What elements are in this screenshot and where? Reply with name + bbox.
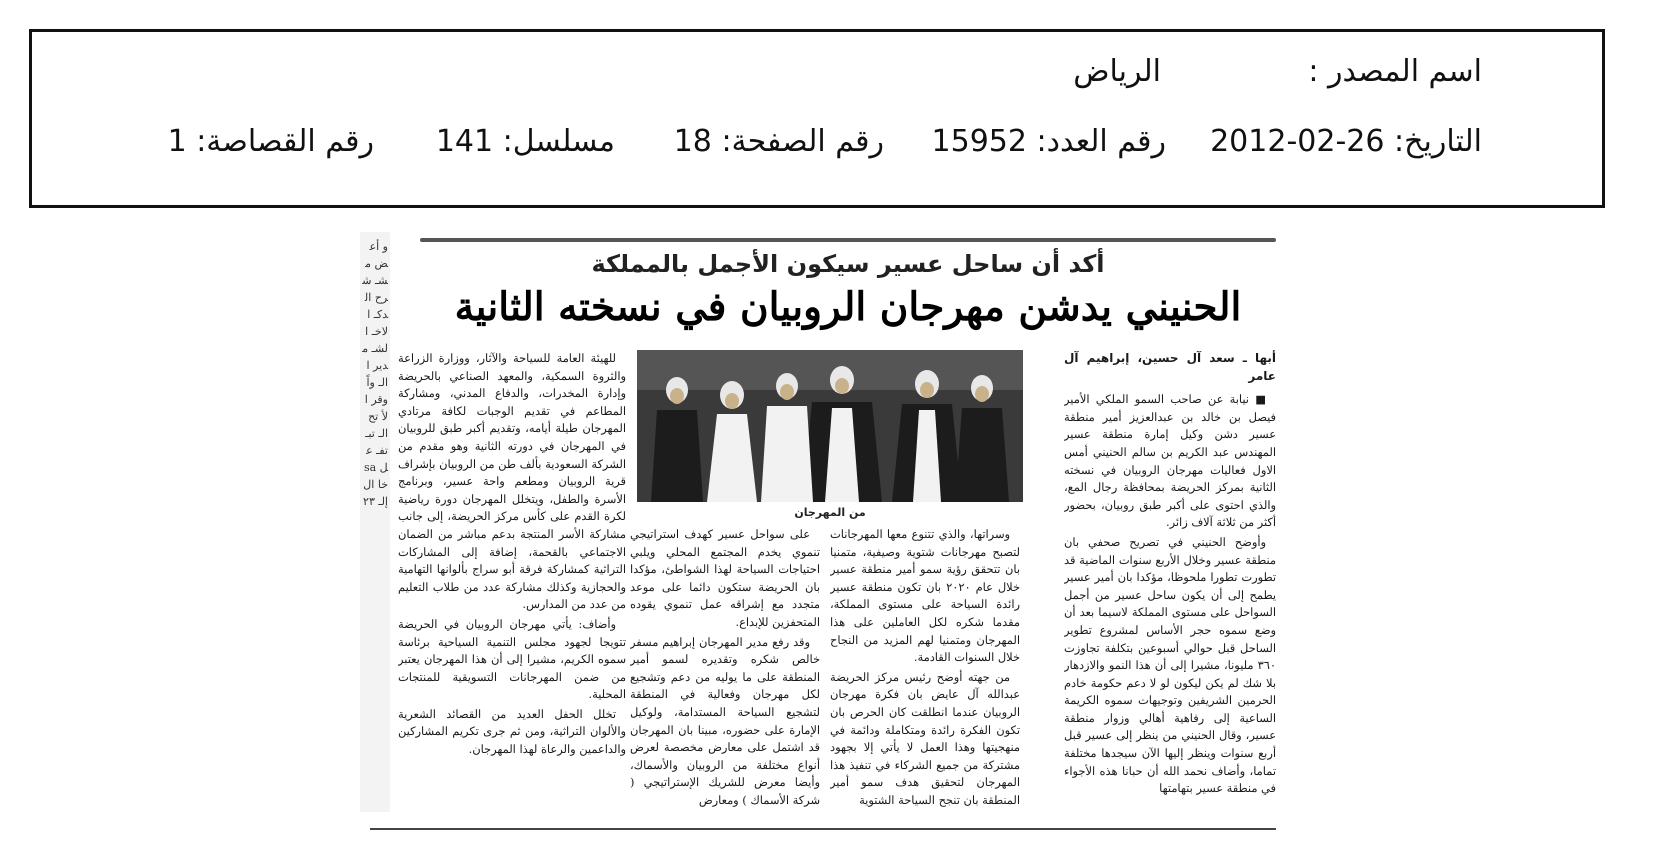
paragraph: للهيئة العامة للسياحة والآثار، ووزارة الزراعة والثروة السمكية، والمعهد الصناعي بالحريضة وإدارة المخدرات، والدفاع المدني، ومشاركة المطاعم في تقديم الوجبات لكافة مرتادي المهرجان طيلة أيامه، وتقديم أكبر طبق للروبيان في المهرجان في دورته الثانية وهو مقدم من الشركة السعودية بألف طن من الروبيان بإشراف قرية الروبيان ومطعم واحة عسير، وبرنامج الأسرة والطفل، ويتخلل المهرجان دورة رياضية لكرة القدم على كأس مركز الحريضة، إلى جانب مشاركة الأسر المنتجة بدعم مباشر من الضمان الاجتماعي بالقحمة، إضافة إلى المشاركات التراثية كمشاركة فرقة أبو سراج بألوانها التهامية والحجازية وكذلك مشاركة عدد من طلاب التعليم من عدد من المدارس. (398, 351, 626, 612)
paragraph: وأضاف: يأتي مهرجان الروبيان في الحريضة تتويجا لجهود مجلس التنمية السياحية برئاسة سموه الكريم، مشيرا إلى أن هذا المهرجان يعتبر من ضمن المهرجانات التسويقية للمنتجات المحلية. (398, 616, 626, 702)
top-rule (420, 238, 1276, 242)
article-column-1 (1064, 350, 1276, 812)
source-value: الرياض (1073, 54, 1161, 89)
paragraph: تخلل الحفل العديد من القصائد الشعرية والألوان التراثية، ومن ثم جرى تكريم المشاركين والداعمين والرعاة لهذا المهرجان. (398, 706, 626, 757)
article-column-2 (830, 526, 1020, 812)
serial-field: مسلسل: 141 (435, 124, 615, 159)
photo-illustration (637, 350, 1023, 502)
festival-photo (637, 350, 1023, 502)
photo-caption: من المهرجان (794, 506, 866, 519)
paragraph: وسراتها، والذي تتنوع معها المهرجانات لتصبح مهرجانات شتوية وصيفية، متمنيا بان تتحقق رؤية سمو أمير منطقة عسير خلال عام ٢٠٢٠ بان تكون منطقة عسير رائدة السياحة على مستوى المملكة، مقدما شكره لكل العاملين على هذا المهرجان ومتمنيا لهم المزيد من النجاح خلال السنوات القادمة. (830, 527, 1020, 665)
paragraph: وقد رفع مدير المهرجان إبراهيم مسفر خالص شكره وتقديره لسمو أمير المنطقة على ما يوليه من دعم وتشجيع لكل مهرجان وفعالية في المنطقة لتشجيع السياحة المستدامة، ولوكيل الإمارة على حضوره، مبينا بان المهرجان قد اشتمل على معارض مخصصة لعرض أنواع مختلفة من الروبيان والأسماك، وأيضا معرض للشريك الإستراتيجي ( شركة الأسماك ) ومعارض (630, 634, 820, 807)
article-headline: الحنيني يدشن مهرجان الروبيان في نسخته الثانية (454, 284, 1242, 330)
issue-number-field: رقم العدد: 15952 (931, 124, 1166, 159)
adjacent-article-strip: و أعض مشـ شرح الدكـ الاخـ الشـ مدير ا الـ واً وقر الأ تح الـ تبـ تفـ عل sa خا ال إلـ ٢٣ (360, 232, 390, 812)
article-kicker: أكد أن ساحل عسير سيكون الأجمل بالمملكة (591, 250, 1105, 278)
bottom-rule (370, 828, 1276, 830)
newspaper-clipping (360, 232, 1292, 853)
paragraph: من جهته أوضح رئيس مركز الحريضة عبدالله آل عايض بان فكرة مهرجان الروبيان عندما انطلقت كان الحرص بان تكون الفكرة رائدة ومتكاملة ودائمة في منهجيتها وهذا العمل لا يأتي إلا بجهود مشتركة من جميع الشركاء في تنفيذ هذا المهرجان لتحقيق هدف سمو أمير المنطقة بان تنجح السياحة الشتوية (830, 669, 1020, 807)
paragraph: ■ نيابة عن صاحب السمو الملكي الأمير فيصل بن خالد بن عبدالعزيز أمير منطقة عسير دشن وكيل إمارة منطقة عسير المهندس عبد الكريم بن سالم الحنيني أمس الاول فعاليات مهرجان الروبيان في نسخته الثانية بمركز الحريضة بمحافظة رجال المع، والذي احتوى على أكبر طبق روبيان، بحضور أكثر من ثلاثة آلاف زائر. (1064, 392, 1276, 530)
clip-number-field: رقم القصاصة: 1 (167, 124, 374, 159)
date-field: التاريخ: 26-02-2012 (1210, 124, 1482, 159)
byline: أبها ـ سعد آل حسين، إبراهيم آل عامر (1064, 351, 1276, 383)
paragraph: على سواحل عسير كهدف استراتيجي تنموي يخدم المجتمع المحلي ويلبي احتياجات السياحة لهذا الشواطئ، مؤكدا بان الحريضة ستكون دائما على موعد متجدد مع إشراقه عمل تنموي يقوده المتحفزين للإبداع. (630, 527, 820, 629)
source-label: اسم المصدر : (1308, 54, 1482, 89)
page-number-field: رقم الصفحة: 18 (673, 124, 884, 159)
source-info-box (29, 29, 1605, 208)
article-column-3 (630, 526, 820, 812)
article-column-4 (398, 350, 626, 812)
paragraph: وأوضح الحنيني في تصريح صحفي بان منطقة عسير وخلال الأربع سنوات الماضية قد تطورت تطورا ملحوظا، مؤكدا بان أمير عسير يطمح إلى أن يكون ساحل عسير من أجمل السواحل على مستوى المملكة لاسيما بعد أن وضع سموه حجر الأساس لمشروع تطوير الساحل قبل حوالي أسبوعين بتكلفة تجاوزت ٣٦٠ مليونا، مشيرا إلى أن هذا النمو والازدهار بلا شك لم يكن ليكون لو لا دعم حكومة خادم الحرمين الشريفين وتوجيهات سموه الكريمة الساعية إلى رفاهية أهالي وزوار منطقة عسير، وقال الحنيني من ينظر إلى عسير قبل أربع سنوات وينظر إليها الآن سيجدها مختلفة تماما، وأضاف نحمد الله أن حبانا هذه الأجواء في منطقة عسير بتهامتها (1064, 534, 1276, 796)
